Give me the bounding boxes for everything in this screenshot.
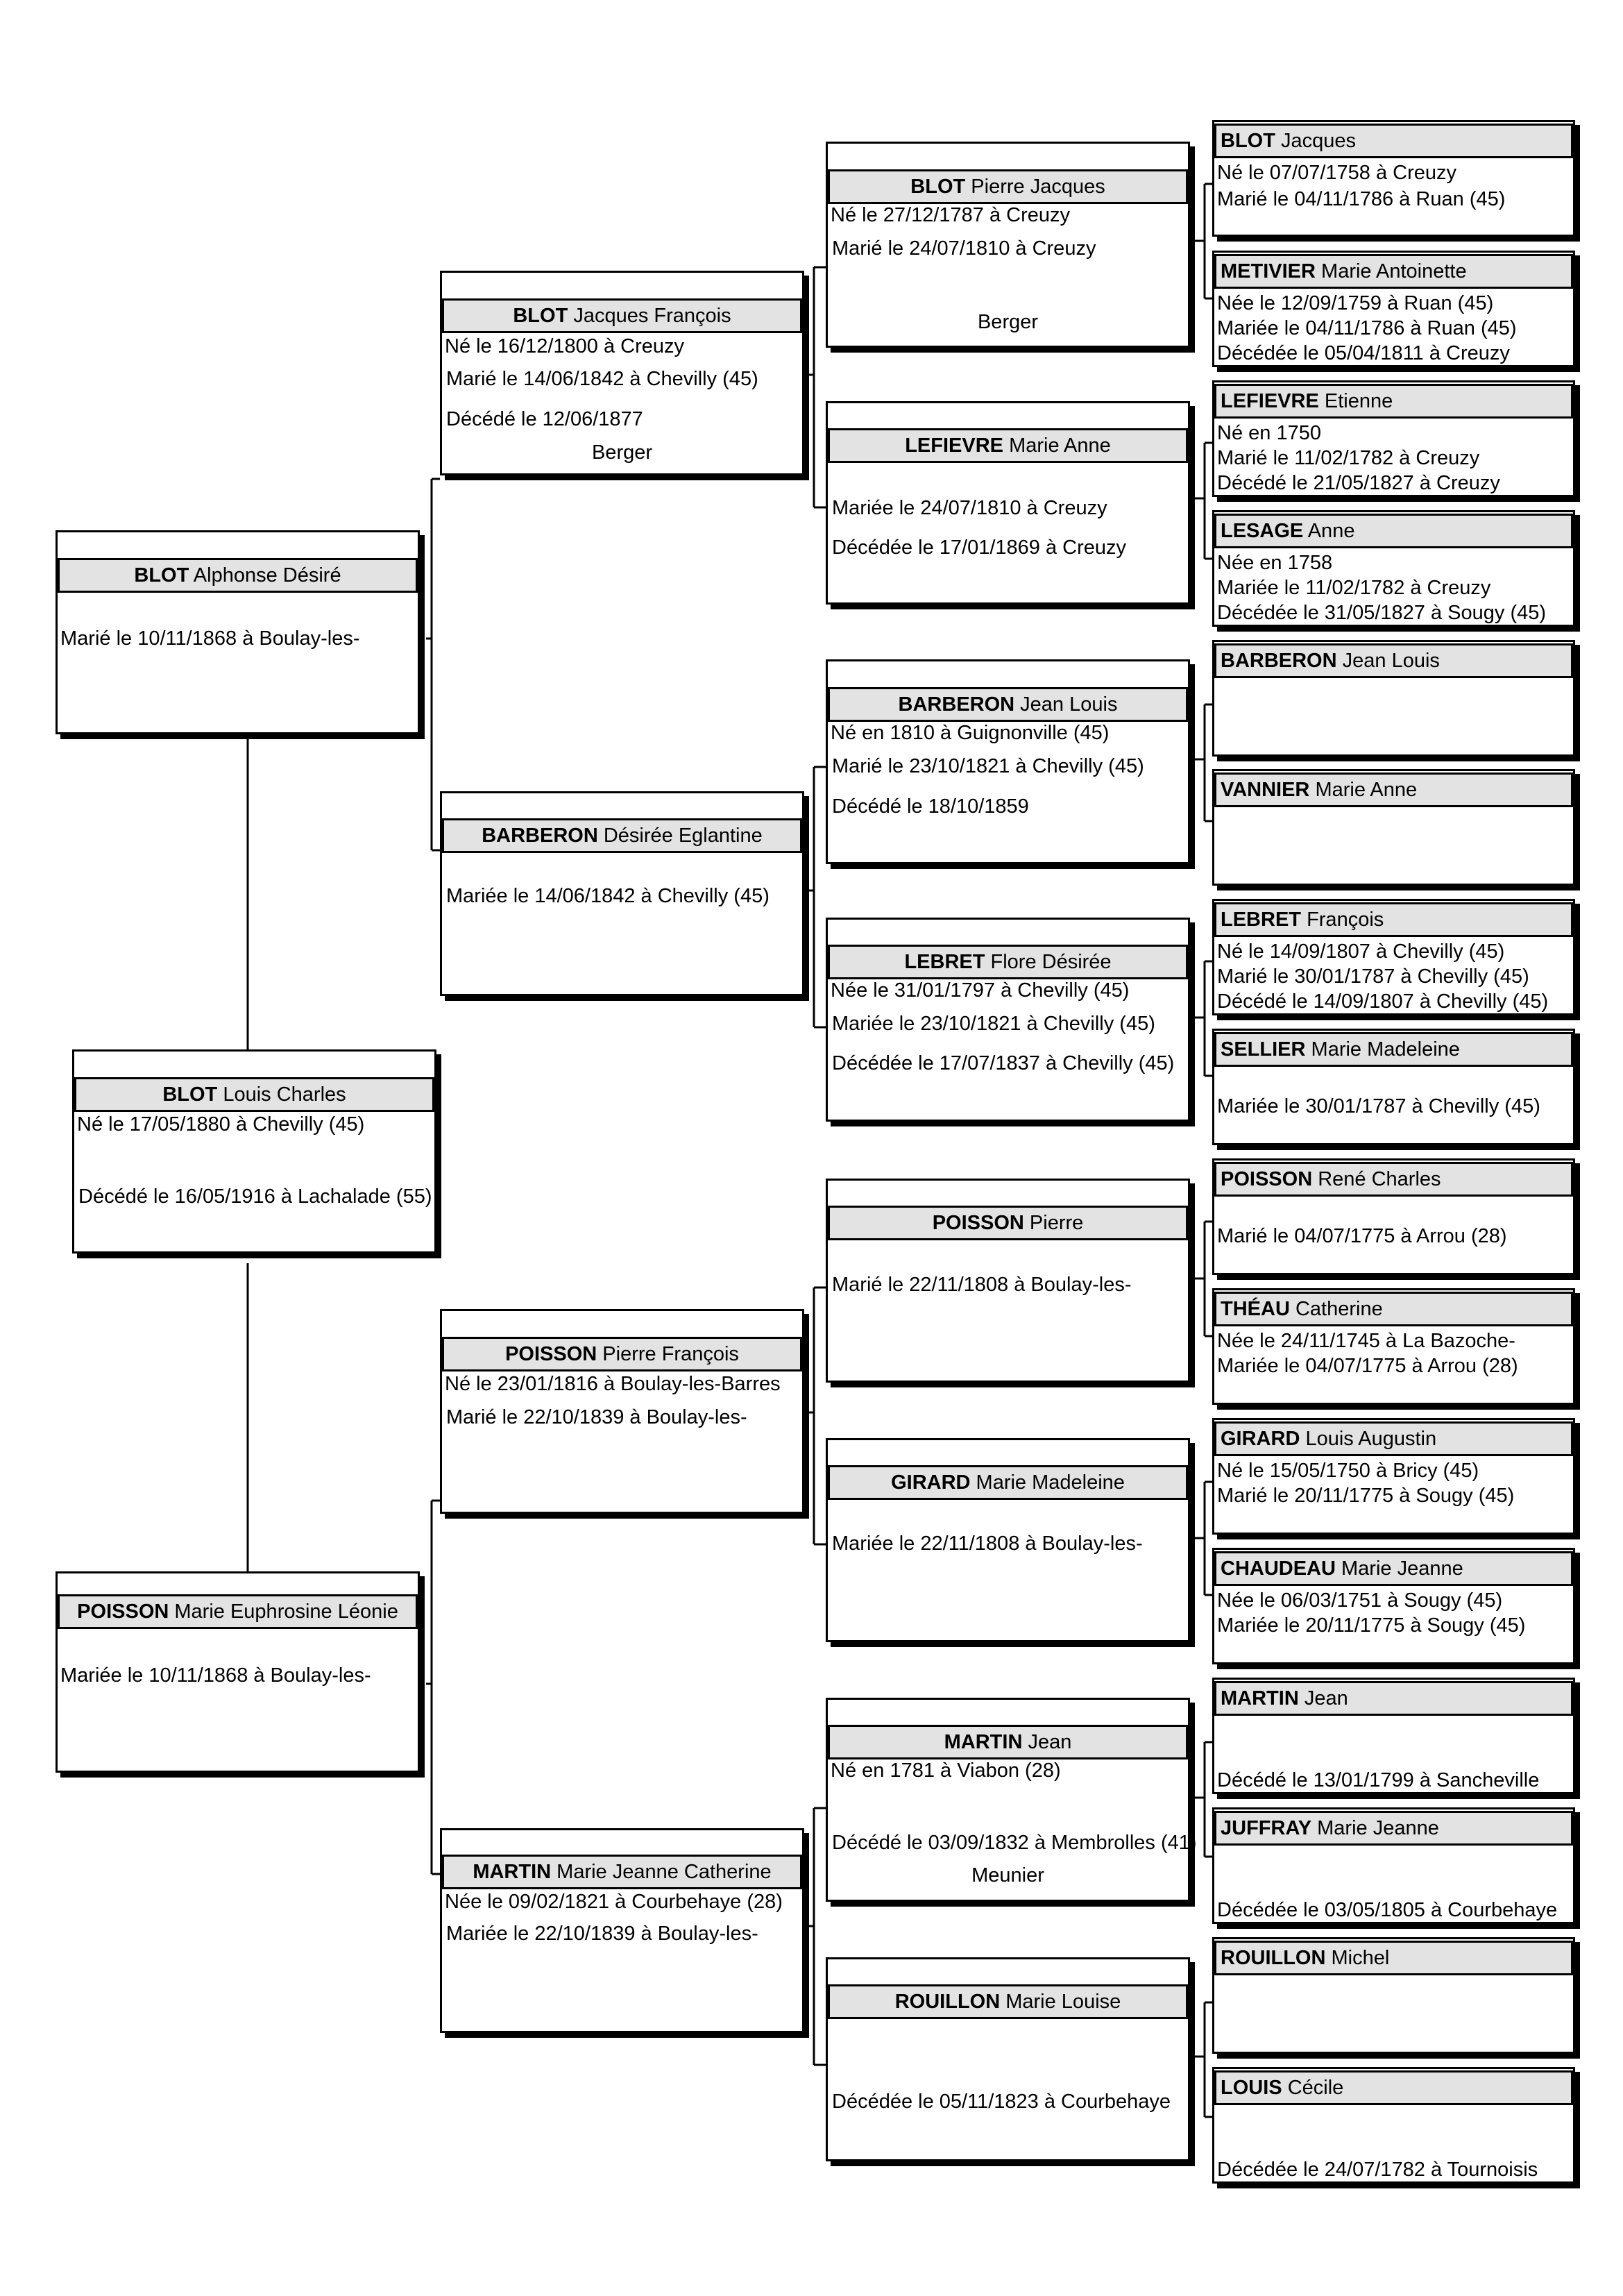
person-box-barberon-jean-louis-g4 [1212,640,1575,757]
person-box-poisson-pierre-francois [440,1309,804,1514]
marriage-line: Mariée le 24/07/1810 à Creuzy [832,497,1107,519]
marriage-line: Marié le 23/10/1821 à Chevilly (45) [832,755,1144,777]
birth-line: Né en 1781 à Viabon (28) [831,1759,1061,1782]
person-name: BLOT Alphonse Désiré [58,558,418,593]
person-box-lesage-anne [1212,510,1575,627]
person-name: GIRARD Louis Augustin [1214,1421,1573,1456]
death-line: Décédée le 31/05/1827 à Sougy (45) [1217,602,1547,624]
person-box-theau-catherine [1212,1288,1575,1405]
marriage-line: Marié le 04/07/1775 à Arrou (28) [1217,1225,1507,1247]
person-box-girard-louis-augustin [1212,1418,1575,1535]
person-name: ROUILLON Michel [1214,1941,1573,1975]
occupation-line: Berger [977,311,1039,333]
person-box-poisson-pierre [826,1179,1190,1383]
person-box-lebret-francois [1212,899,1575,1015]
birth-line: Né en 1750 [1217,422,1321,444]
person-box-barberon-jean-louis [826,659,1190,864]
death-line: Décédé le 14/09/1807 à Chevilly (45) [1217,990,1549,1013]
birth-line: Né le 27/12/1787 à Creuzy [831,204,1070,226]
person-name: BLOT Jacques [1214,124,1573,158]
birth-line: Né le 15/05/1750 à Bricy (45) [1217,1460,1479,1482]
person-name: MARTIN Marie Jeanne Catherine [442,1855,802,1889]
birth-line: Née le 31/01/1797 à Chevilly (45) [831,979,1130,1002]
person-name: SELLIER Marie Madeleine [1214,1032,1573,1067]
person-name: LOUIS Cécile [1214,2070,1573,2105]
person-name: BARBERON Jean Louis [1214,643,1573,678]
person-name: POISSON Pierre François [442,1337,802,1371]
person-box-blot-pierre-jacques [826,142,1190,348]
marriage-line: Marié le 20/11/1775 à Sougy (45) [1217,1485,1515,1507]
marriage-line: Mariée le 11/02/1782 à Creuzy [1217,577,1491,599]
person-box-barberon-desiree-eglantine [440,791,804,996]
birth-line: Né le 14/09/1807 à Chevilly (45) [1217,940,1505,963]
person-name: LEFIEVRE Etienne [1214,384,1573,419]
marriage-line: Mariée le 04/11/1786 à Ruan (45) [1217,317,1517,339]
person-name: THÉAU Catherine [1214,1292,1573,1326]
person-name: LESAGE Anne [1214,514,1573,548]
person-box-vannier-marie-anne [1212,769,1575,886]
death-line: Décédé le 16/05/1916 à Lachalade (55) [78,1185,432,1208]
marriage-line: Marié le 11/02/1782 à Creuzy [1217,447,1480,469]
person-box-martin-jean-g4 [1212,1678,1575,1794]
person-name: BLOT Jacques François [442,298,802,333]
person-box-sellier-marie-madeleine [1212,1029,1575,1145]
person-box-blot-jacques [1212,120,1575,237]
person-name: BLOT Louis Charles [74,1077,434,1112]
person-box-chaudeau-marie-jeanne [1212,1548,1575,1664]
marriage-line: Mariée le 14/06/1842 à Chevilly (45) [446,885,770,907]
person-box-juffray-marie-jeanne [1212,1807,1575,1924]
birth-line: Née le 24/11/1745 à La Bazoche- [1217,1330,1515,1352]
marriage-line: Marié le 22/11/1808 à Boulay-les- [832,1274,1132,1296]
person-name: MARTIN Jean [828,1725,1188,1759]
death-line: Décédée le 24/07/1782 à Tournoisis [1217,2159,1538,2181]
person-name: POISSON Marie Euphrosine Léonie [58,1594,418,1629]
marriage-line: Marié le 24/07/1810 à Creuzy [832,237,1096,260]
occupation-line: Meunier [971,1864,1044,1886]
birth-line: Née le 09/02/1821 à Courbehaye (28) [445,1891,783,1913]
marriage-line: Mariée le 22/10/1839 à Boulay-les- [446,1923,758,1945]
death-line: Décédé le 21/05/1827 à Creuzy [1217,472,1500,494]
marriage-line: Marié le 10/11/1868 à Boulay-les- [60,627,360,650]
death-line: Décédé le 12/06/1877 [446,408,643,430]
marriage-line: Mariée le 30/01/1787 à Chevilly (45) [1217,1095,1540,1117]
person-name: JUFFRAY Marie Jeanne [1214,1811,1573,1846]
person-name: GIRARD Marie Madeleine [828,1465,1188,1500]
marriage-line: Marié le 04/11/1786 à Ruan (45) [1217,188,1506,210]
person-box-lefievre-etienne [1212,380,1575,497]
death-line: Décédée le 03/05/1805 à Courbehaye [1217,1899,1558,1921]
person-name: METIVIER Marie Antoinette [1214,254,1573,289]
death-line: Décédée le 05/11/1823 à Courbehaye [832,2091,1171,2113]
person-name: CHAUDEAU Marie Jeanne [1214,1551,1573,1586]
person-box-poisson-marie-euphrosine-leonie [56,1571,420,1773]
birth-line: Née en 1758 [1217,552,1333,574]
person-name: LEFIEVRE Marie Anne [828,428,1188,463]
occupation-line: Berger [591,441,653,464]
person-name: LEBRET François [1214,902,1573,937]
death-line: Décédée le 17/01/1869 à Creuzy [832,537,1127,559]
person-name: BARBERON Désirée Eglantine [442,818,802,853]
birth-line: Né le 17/05/1880 à Chevilly (45) [77,1113,365,1136]
person-name: BLOT Pierre Jacques [828,169,1188,204]
marriage-line: Mariée le 22/11/1808 à Boulay-les- [832,1533,1143,1555]
person-box-rouillon-marie-louise [826,1957,1190,2161]
person-box-lebret-flore-desiree [826,918,1190,1122]
person-name: POISSON René Charles [1214,1162,1573,1197]
death-line: Décédé le 03/09/1832 à Membrolles (41) [832,1832,1197,1854]
person-name: MARTIN Jean [1214,1681,1573,1716]
birth-line: Né le 23/01/1816 à Boulay-les-Barres [445,1373,781,1395]
person-box-martin-marie-jeanne-catherine [440,1828,804,2033]
marriage-line: Mariée le 23/10/1821 à Chevilly (45) [832,1013,1155,1035]
person-box-poisson-rene-charles [1212,1158,1575,1275]
birth-line: Né le 07/07/1758 à Creuzy [1217,162,1456,184]
marriage-line: Marié le 22/10/1839 à Boulay-les- [446,1406,747,1428]
birth-line: Né le 16/12/1800 à Creuzy [445,335,684,357]
person-box-girard-marie-madeleine [826,1438,1190,1642]
person-box-lefievre-marie-anne [826,401,1190,605]
person-name: POISSON Pierre [828,1206,1188,1240]
person-box-louis-cecile [1212,2067,1575,2184]
birth-line: Née le 12/09/1759 à Ruan (45) [1217,292,1494,314]
person-box-metivier-marie-antoinette [1212,251,1575,367]
person-box-blot-alphonse-desire [56,530,420,734]
marriage-line: Marié le 30/01/1787 à Chevilly (45) [1217,965,1529,988]
birth-line: Née le 06/03/1751 à Sougy (45) [1217,1589,1503,1612]
person-box-rouillon-michel [1212,1937,1575,2054]
person-name: VANNIER Marie Anne [1214,773,1573,807]
person-name: LEBRET Flore Désirée [828,945,1188,979]
person-box-blot-jacques-francois [440,271,804,475]
death-line: Décédée le 17/07/1837 à Chevilly (45) [832,1052,1175,1074]
marriage-line: Mariée le 10/11/1868 à Boulay-les- [60,1664,371,1687]
marriage-line: Mariée le 20/11/1775 à Sougy (45) [1217,1614,1526,1637]
death-line: Décédé le 18/10/1859 [832,795,1029,818]
death-line: Décédée le 05/04/1811 à Creuzy [1217,342,1510,364]
person-box-blot-louis-charles [72,1049,436,1253]
person-name: ROUILLON Marie Louise [828,1984,1188,2019]
person-box-martin-jean [826,1698,1197,1902]
birth-line: Né en 1810 à Guignonville (45) [831,722,1110,744]
death-line: Décédé le 13/01/1799 à Sancheville [1217,1769,1540,1791]
person-name: BARBERON Jean Louis [828,687,1188,722]
marriage-line: Mariée le 04/07/1775 à Arrou (28) [1217,1355,1518,1377]
marriage-line: Marié le 14/06/1842 à Chevilly (45) [446,368,758,390]
